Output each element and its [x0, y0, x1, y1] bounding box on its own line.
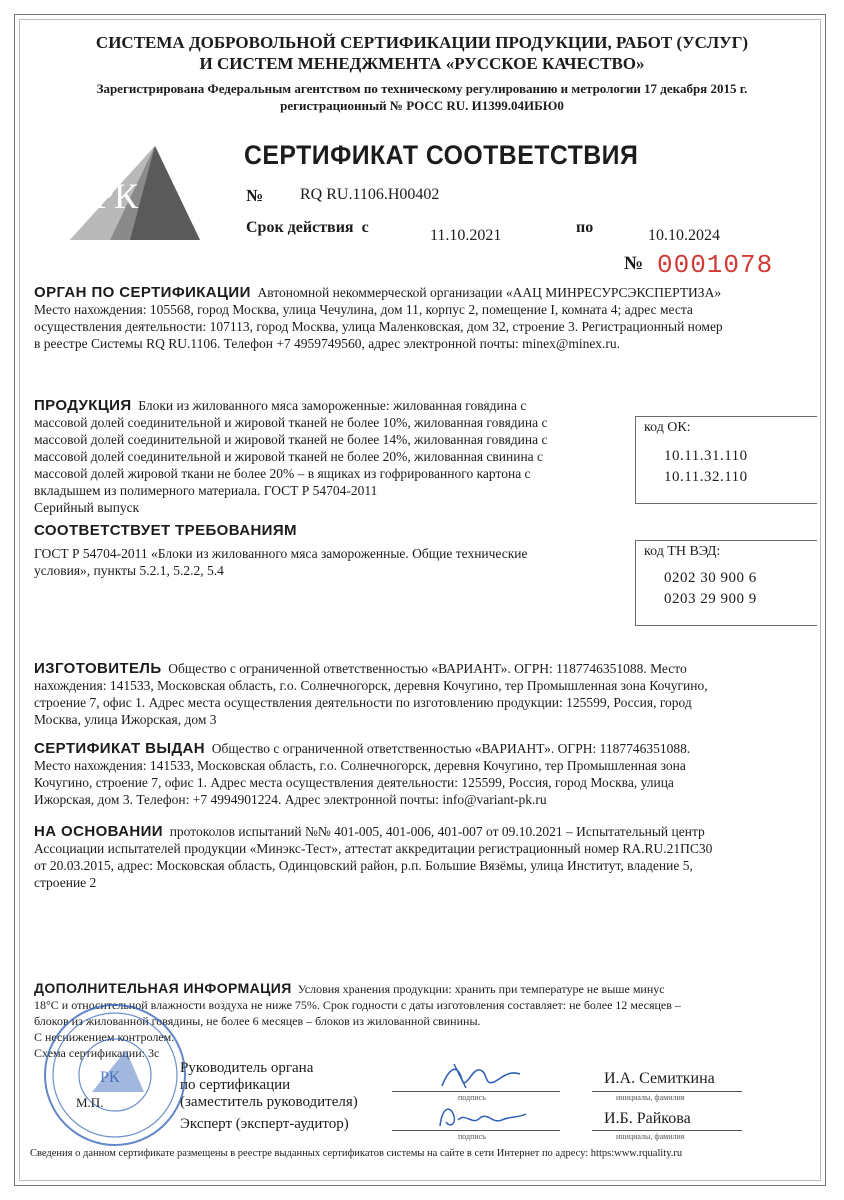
manufacturer-line1: Общество с ограниченной ответственностью «ВАРИАНТ». ОГРН: 1187746351088. Место [168, 661, 687, 676]
serial-number: 0001078 [657, 250, 774, 280]
manufacturer-section [34, 660, 814, 728]
tnved-code-box [635, 540, 817, 626]
okp-code-1: 10.11.31.110 [664, 448, 748, 464]
tnved-code-1: 0202 30 900 6 [664, 570, 757, 586]
expert-name-line [592, 1130, 742, 1131]
system-title-line1: СИСТЕМА ДОБРОВОЛЬНОЙ СЕРТИФИКАЦИИ ПРОДУКЦИИ, РАБОТ (УСЛУГ) [95, 33, 749, 52]
product-line1: Блоки из жилованного мяса замороженные: жилованная говядина с [138, 398, 527, 413]
head-signatory-title [180, 1060, 358, 1111]
registration-info [30, 80, 814, 114]
issued-line1: Общество с ограниченной ответственностью «ВАРИАНТ». ОГРН: 1187746351088. [211, 741, 691, 756]
expert-signature-line [392, 1130, 560, 1131]
additional-info-line3: блоков из жилованной говядины, не более 6 месяцев – блоков из жилованной свинины. [34, 1014, 481, 1028]
svg-text:РК: РК [100, 1069, 120, 1086]
head-name-line [592, 1091, 742, 1092]
product-section [34, 397, 624, 516]
head-name-caption: инициалы, фамилия [616, 1093, 685, 1102]
issued-line3: Кочугино, строение 7, офис 1. Адрес места осуществления деятельности: 125599, Россия, город Москва, улица [34, 775, 674, 790]
additional-info-heading: ДОПОЛНИТЕЛЬНАЯ ИНФОРМАЦИЯ [34, 980, 292, 996]
validity-label [246, 219, 369, 237]
product-line6: вкладышем из полимерного материала. ГОСТ Р 54704-2011 [34, 483, 378, 498]
validity-to-label: по [576, 219, 594, 236]
basis-heading: НА ОСНОВАНИИ [34, 823, 163, 840]
head-title-line3: (заместитель руководителя) [180, 1094, 358, 1110]
okp-code-box [635, 416, 817, 504]
stamp-mark: М.П. [76, 1095, 104, 1110]
head-title-line2: по сертификации [180, 1077, 291, 1093]
additional-info-line1: Условия хранения продукции: хранить при температуре не выше минус [297, 982, 665, 996]
product-line4: массовой долей соединительной и жировой тканей не более 20%, жилованная свинина с [34, 449, 544, 464]
requirements-line1: ГОСТ Р 54704-2011 «Блоки из жилованного мяса замороженные. Общие технические [34, 546, 528, 561]
organ-line2: Место нахождения: 105568, город Москва, улица Чечулина, дом 11, корпус 2, помещение I, комната 4; адрес места [34, 302, 693, 317]
head-title-line1: Руководитель органа [180, 1060, 314, 1076]
serial-sign: № [624, 253, 644, 274]
manufacturer-heading: ИЗГОТОВИТЕЛЬ [34, 660, 162, 677]
okp-code-2: 10.11.32.110 [664, 469, 748, 485]
basis-line1: протоколов испытаний №№ 401-005, 401-006, 401-007 от 09.10.2021 – Испытательный центр [169, 824, 705, 839]
system-title [30, 32, 814, 74]
head-signature [436, 1056, 526, 1096]
organ-line1: Автономной некоммерческой организации «ААЦ МИНРЕСУРСЭКСПЕРТИЗА» [257, 285, 722, 300]
organ-heading: ОРГАН ПО СЕРТИФИКАЦИИ [34, 284, 251, 301]
issued-section [34, 740, 814, 808]
organ-section [34, 284, 814, 352]
head-name: И.А. Семиткина [604, 1070, 715, 1087]
number-label: № [246, 186, 264, 205]
expert-signature-caption: подпись [458, 1132, 486, 1141]
okp-label: код ОК: [644, 420, 691, 435]
product-line3: массовой долей соединительной и жировой тканей не более 14%, жилованная говядина с [34, 432, 548, 447]
tnved-label: код ТН ВЭД: [644, 544, 721, 559]
manufacturer-line4: Москва, улица Ижорская, дом 3 [34, 712, 217, 727]
official-stamp [40, 1000, 190, 1150]
product-line5: массовой долей жировой ткани не более 20% – в ящиках из гофрированного картона с [34, 466, 531, 481]
valid-to-date: 10.10.2024 [648, 227, 720, 244]
expert-name-caption: инициалы, фамилия [616, 1132, 685, 1141]
tnved-code-2: 0203 29 900 9 [664, 591, 757, 607]
rk-logo [50, 140, 220, 250]
manufacturer-line2: нахождения: 141533, Московская область, г.о. Солнечногорск, деревня Кочугино, тер Промышленная зона Кочугино, [34, 678, 708, 693]
product-line2: массовой долей соединительной и жировой тканей не более 10%, жилованная говядина с [34, 415, 548, 430]
basis-section [34, 823, 814, 891]
basis-line4: строение 2 [34, 875, 97, 890]
basis-line3: от 20.03.2015, адрес: Московская область, Одинцовский район, р.п. Большие Вязёмы, улица Институт, владение 5, [34, 858, 693, 873]
registration-line2: регистрационный № РОСС RU. И1399.04ИБЮ0 [280, 98, 564, 113]
requirements-line2: условия», пункты 5.2.1, 5.2.2, 5.4 [34, 563, 224, 578]
registry-footer: Сведения о данном сертификате размещены в реестре выданных сертификатов системы на сайте в сети Интернет по адресу: https:www.rquality.ru [30, 1148, 683, 1159]
issued-line2: Место нахождения: 141533, Московская область, г.о. Солнечногорск, деревня Кочугино, тер Промышленная зона [34, 758, 686, 773]
additional-info-line5: Схема сертификации: 3с [34, 1046, 160, 1060]
requirements-heading: СООТВЕТСТВУЕТ ТРЕБОВАНИЯМ [34, 522, 297, 539]
validity-from-label: с [361, 219, 369, 236]
basis-line2: Ассоциации испытателей продукции «Минэкс-Тест», аттестат аккредитации регистрационный номер RA.RU.21ПС30 [34, 841, 713, 856]
registration-line1: Зарегистрирована Федеральным агентством по техническому регулированию и метрологии 17 декабря 2015 г. [96, 81, 748, 96]
certificate-number: RQ RU.1106.H00402 [300, 186, 440, 203]
issued-heading: СЕРТИФИКАТ ВЫДАН [34, 740, 206, 757]
expert-signature [432, 1098, 532, 1134]
issued-line4: Ижорская, дом 3. Телефон: +7 4994901224. Адрес электронной почты: info@variant-pk.ru [34, 792, 547, 807]
manufacturer-line3: строение 7, офис 1. Адрес места осуществления деятельности по изготовлению продукции: 125599, Россия, город [34, 695, 692, 710]
head-signature-caption: подпись [458, 1093, 486, 1102]
certificate-title: СЕРТИФИКАТ СООТВЕТСТВИЯ [244, 140, 639, 170]
additional-info-line4: С неснижением контролем. [34, 1030, 175, 1044]
logo-text: РК [94, 176, 139, 216]
valid-from-date: 11.10.2021 [430, 227, 502, 244]
organ-line4: в реестре Системы RQ RU.1106. Телефон +7 4959749560, адрес электронной почты: minex@minex.ru. [34, 336, 621, 351]
expert-name: И.Б. Райкова [604, 1110, 691, 1127]
requirements-section [34, 522, 624, 579]
additional-info-line2: 18°С и относительной влажности воздуха не ниже 75%. Срок годности с даты изготовления составляет: не более 12 месяцев – [34, 998, 681, 1012]
system-title-line2: И СИСТЕМ МЕНЕДЖМЕНТА «РУССКОЕ КАЧЕСТВО» [199, 54, 645, 73]
organ-line3: осуществления деятельности: 107113, город Москва, улица Маленковская, дом 32, строение 3. Регистрационный номер [34, 319, 723, 334]
product-line7: Серийный выпуск [34, 500, 140, 515]
head-signature-line [392, 1091, 560, 1092]
expert-title: Эксперт (эксперт-аудитор) [180, 1116, 349, 1132]
validity-text: Срок действия [246, 219, 354, 236]
product-heading: ПРОДУКЦИЯ [34, 397, 132, 414]
